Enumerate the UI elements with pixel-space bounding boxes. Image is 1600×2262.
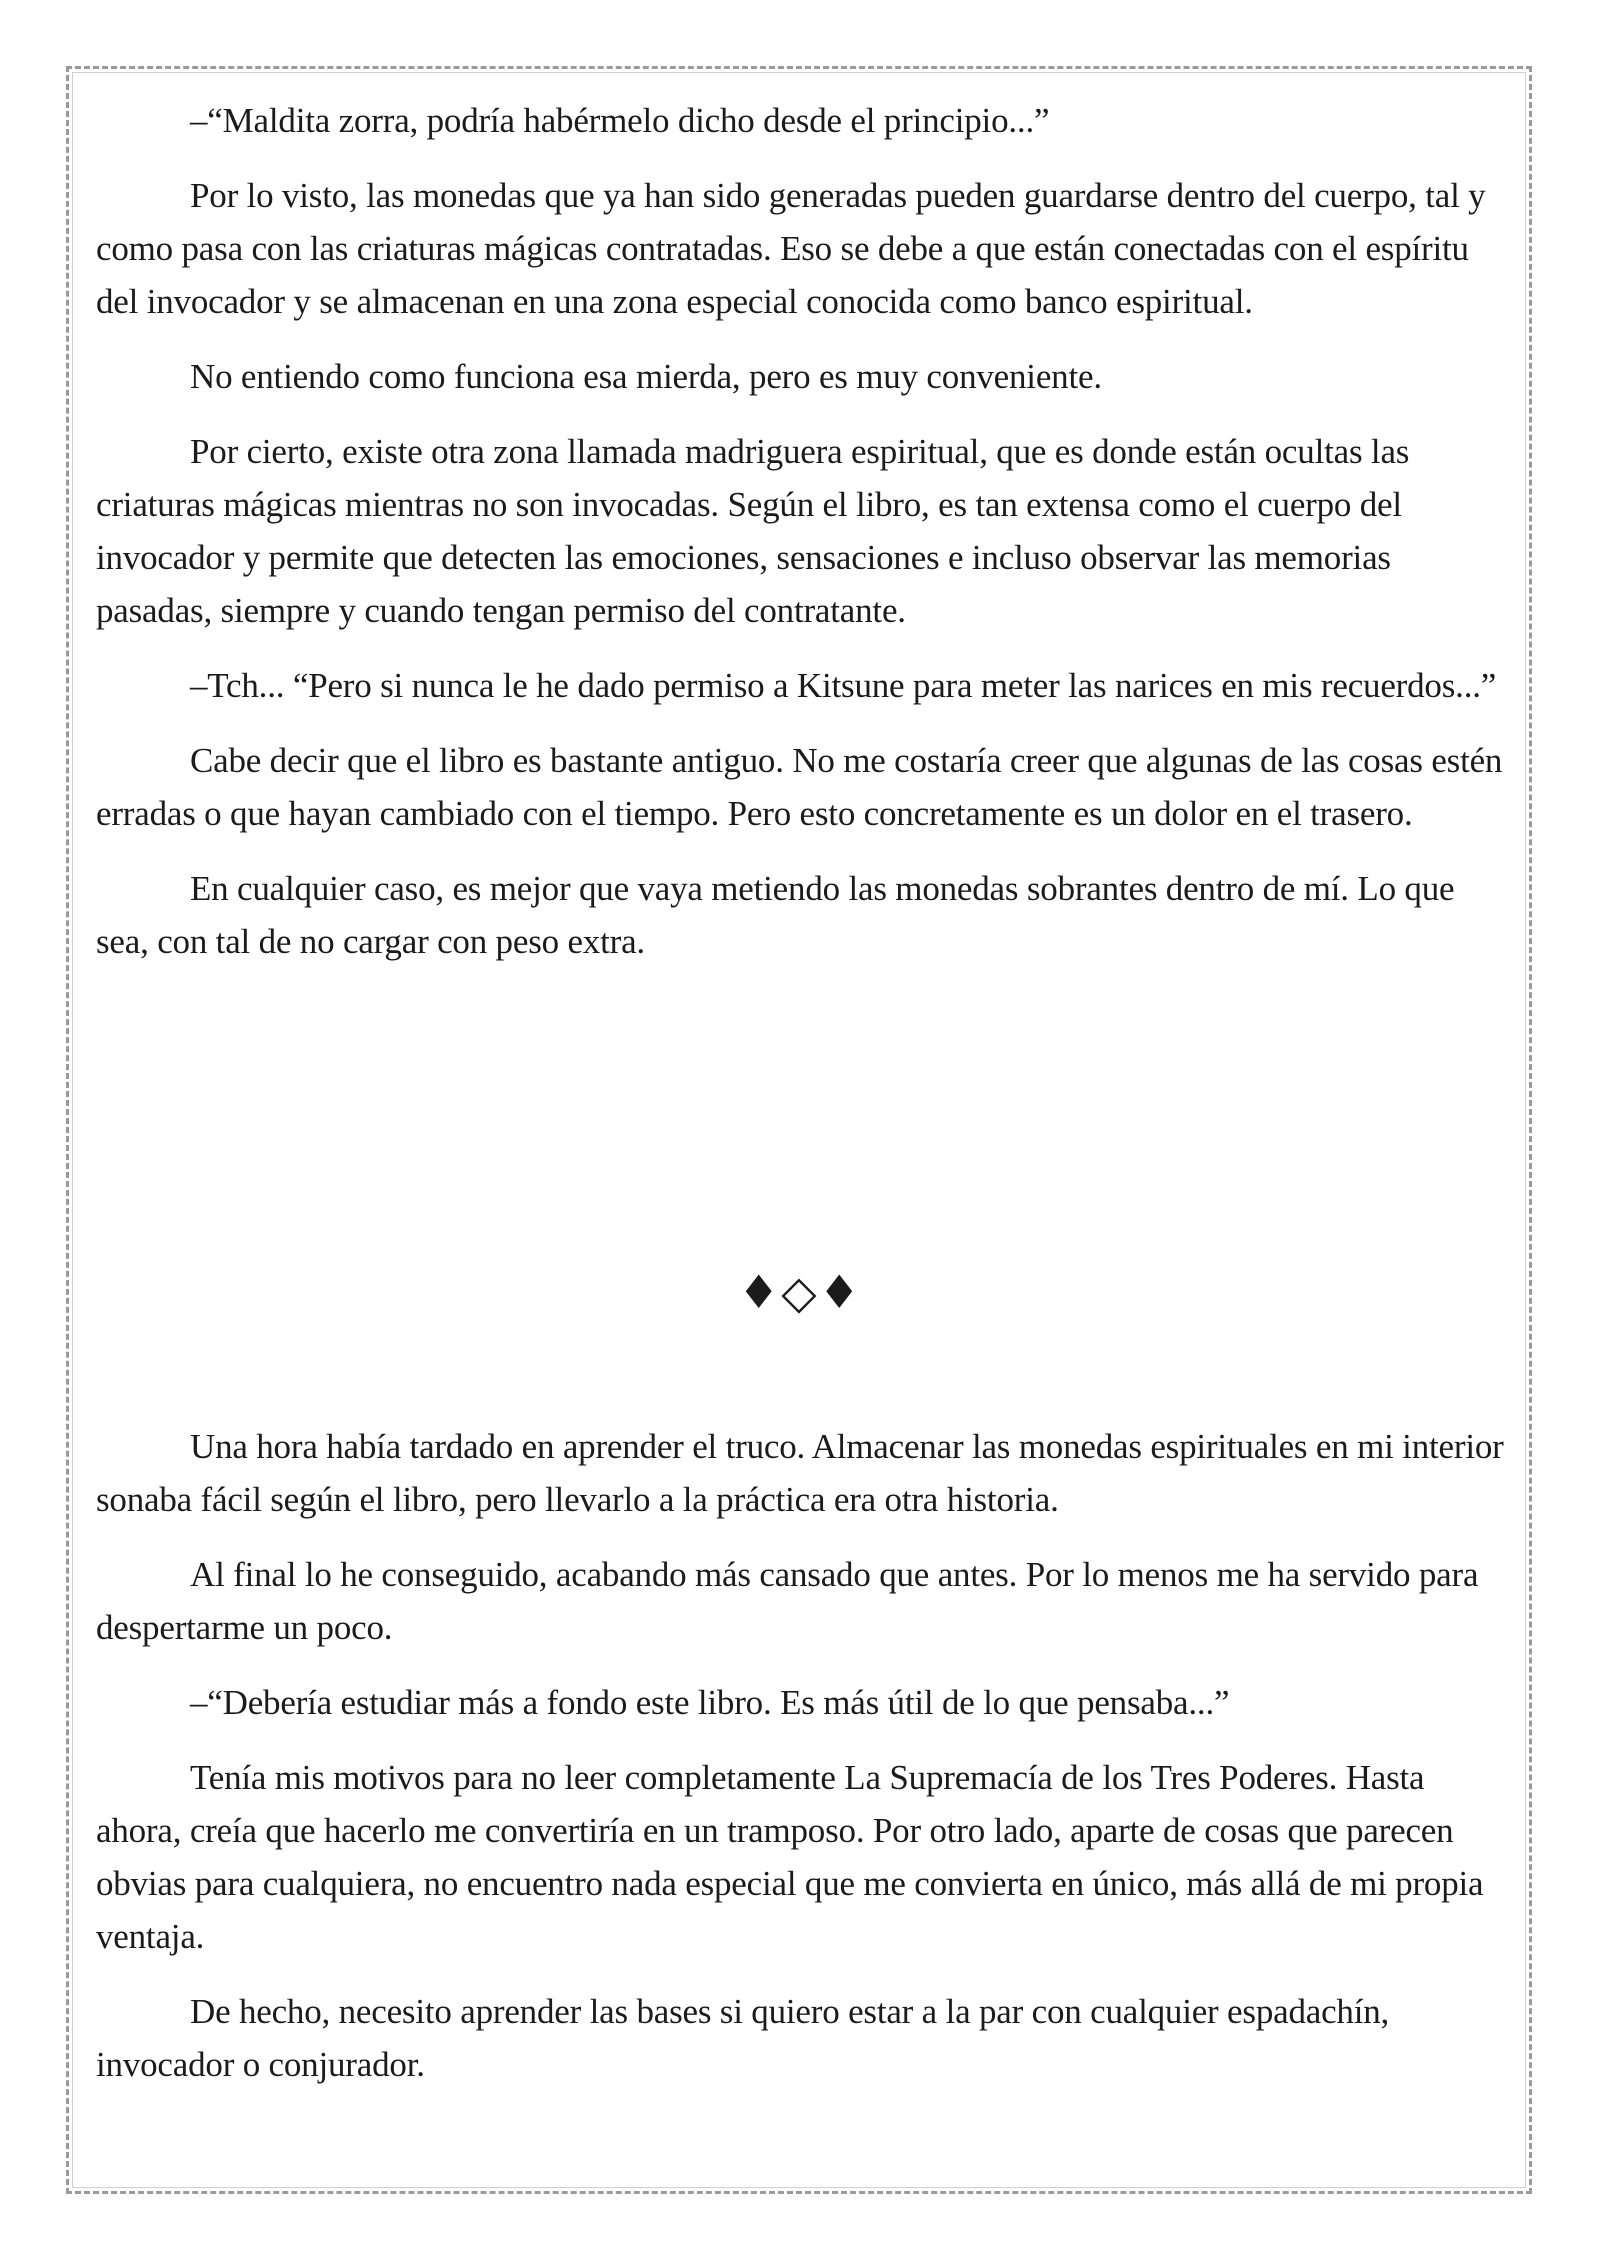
- paragraph: Cabe decir que el libro es bastante antiguo. No me costaría creer que algunas de las cosas estén erradas o que hayan cambiado con el tiempo. Pero esto concretamente es un dolor en el trasero.: [96, 741, 1503, 833]
- paragraph: En cualquier caso, es mejor que vaya metiendo las monedas sobrantes dentro de mí. Lo que sea, con tal de no cargar con peso extra.: [96, 869, 1455, 961]
- paragraph: Por cierto, existe otra zona llamada madriguera espiritual, que es donde están ocultas las criaturas mágicas mientras no son invocadas. Según el libro, es tan extensa como el cuerpo del invocador y permite que detecten las emociones, sensaciones e incluso observar las memorias pasadas, siempre y cuando tengan permiso del contratante.: [96, 432, 1410, 630]
- paragraph: –Tch... “Pero si nunca le he dado permiso a Kitsune para meter las narices en mis recuerdos...”: [190, 666, 1497, 705]
- paragraph: –“Maldita zorra, podría habérmelo dicho desde el principio...”: [190, 101, 1050, 140]
- paragraph: Al final lo he conseguido, acabando más cansado que antes. Por lo menos me ha servido para despertarme un poco.: [96, 1555, 1479, 1647]
- paragraph: De hecho, necesito aprender las bases si quiero estar a la par con cualquier espadachín, invocador o conjurador.: [96, 1992, 1390, 2084]
- paragraph: Tenía mis motivos para no leer completamente La Supremacía de los Tres Poderes. Hasta ahora, creía que hacerlo me convertiría en un tramposo. Por otro lado, aparte de cosas que parecen obvias para cualquiera, no encuentro nada especial que me convierta en único, más allá de mi propia ventaja.: [96, 1758, 1484, 1956]
- paragraph: –“Debería estudiar más a fondo este libro. Es más útil de lo que pensaba...”: [190, 1683, 1230, 1722]
- paragraph: Una hora había tardado en aprender el truco. Almacenar las monedas espirituales en mi interior sonaba fácil según el libro, pero llevarlo a la práctica era otra historia.: [96, 1427, 1504, 1519]
- text-section-top: [96, 94, 1506, 990]
- scene-break-separator: ♦◇♦: [738, 1265, 862, 1319]
- text-section-bottom: [96, 1420, 1506, 2113]
- paragraph: No entiendo como funciona esa mierda, pero es muy conveniente.: [190, 357, 1102, 396]
- paragraph: Por lo visto, las monedas que ya han sido generadas pueden guardarse dentro del cuerpo, tal y como pasa con las criaturas mágicas contratadas. Eso se debe a que están conectadas con el espíritu del invocador y se almacenan en una zona especial conocida como banco espiritual.: [96, 176, 1486, 321]
